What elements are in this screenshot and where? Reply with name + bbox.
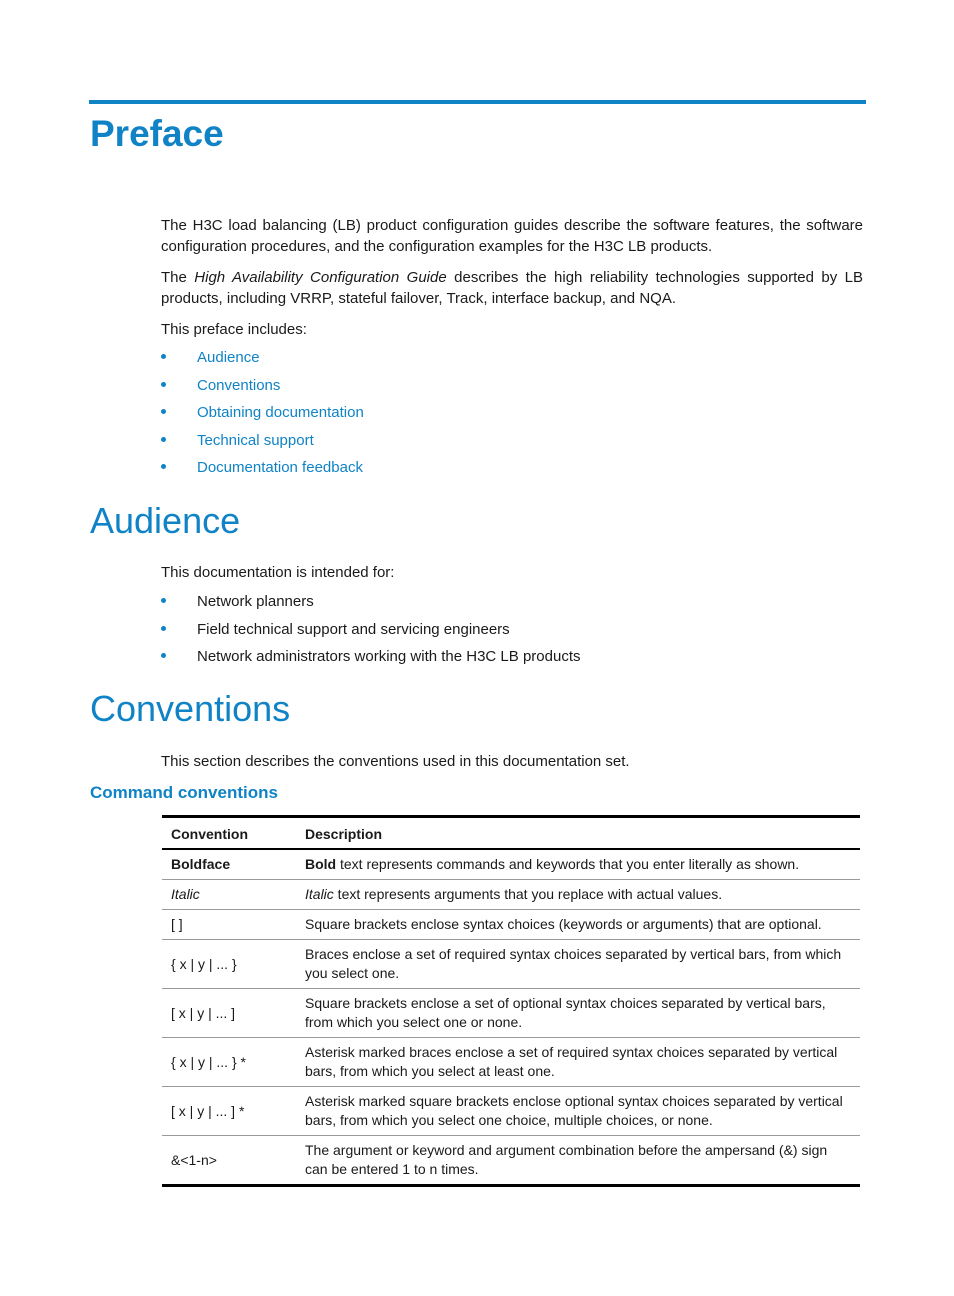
table-row (162, 1136, 860, 1186)
description-cell: Braces enclose a set of required syntax choices separated by vertical bars, from which you select one. (296, 940, 860, 989)
description-cell: Square brackets enclose syntax choices (keywords or arguments) that are optional. (296, 910, 860, 940)
link-obtaining-documentation[interactable]: Obtaining documentation (197, 404, 364, 422)
convention-cell: Boldface (162, 849, 296, 880)
intro-2-prefix: The (161, 269, 195, 286)
description-cell: The argument or keyword and argument combination before the ampersand (&) sign can be entered 1 to n times. (305, 1142, 828, 1177)
bullet-icon (161, 409, 166, 414)
description-text: text represents commands and keywords that you enter literally as shown. (336, 856, 800, 872)
table-row (162, 989, 860, 1038)
bullet-icon (161, 653, 166, 658)
list-item (161, 431, 364, 459)
preface-intro-1: The H3C load balancing (LB) product configuration guides describe the software features, the software configuration procedures, and the configuration examples for the H3C LB products. (161, 217, 863, 255)
description-cell: Asterisk marked square brackets enclose optional syntax choices separated by vertical bars, from which you select one choice, multiple choices, or none. (296, 1087, 860, 1136)
convention-cell: [ x | y | ... ] (162, 989, 296, 1038)
description-lead: Italic (305, 886, 334, 902)
convention-cell: { x | y | ... } (162, 940, 296, 989)
audience-title: Audience (90, 500, 241, 541)
table-row (162, 880, 860, 910)
command-conventions-title: Command conventions (90, 783, 278, 802)
heading-rule (89, 100, 866, 104)
audience-list (161, 592, 580, 675)
description-text: text represents arguments that you replace with actual values. (333, 886, 723, 902)
conventions-title: Conventions (90, 688, 291, 729)
description-cell: Square brackets enclose a set of optional syntax choices separated by vertical bars, from which you select one or none. (296, 989, 860, 1038)
convention-cell: [ ] (162, 910, 296, 940)
list-item (161, 647, 580, 675)
bullet-icon (161, 437, 166, 442)
convention-cell: { x | y | ... } * (162, 1038, 296, 1087)
convention-cell: &<1-n> (171, 1151, 217, 1168)
link-audience[interactable]: Audience (197, 349, 260, 366)
table-row (162, 940, 860, 989)
bullet-icon (161, 464, 166, 469)
preface-link-list (161, 348, 364, 486)
bullet-icon (161, 354, 166, 359)
list-item (161, 620, 580, 648)
audience-item: Network administrators working with the H3C LB products (197, 648, 581, 666)
preface-intro-2 (161, 267, 863, 309)
link-documentation-feedback[interactable]: Documentation feedback (197, 459, 363, 477)
guide-title: High Availability Configuration Guide (194, 269, 447, 286)
bullet-icon (161, 382, 166, 387)
audience-item: Network planners (197, 593, 314, 610)
list-item (161, 592, 580, 620)
audience-intro: This documentation is intended for: (161, 564, 395, 581)
header-convention: Convention (162, 817, 296, 850)
table-row (162, 1038, 860, 1087)
intro-2-suffix: describes the high reliability technologies supported by LB products, including VRRP, stateful failover, Track, interface backup, and NQA. (161, 269, 864, 307)
command-conventions-table (162, 815, 860, 1187)
header-description: Description (296, 817, 860, 850)
description-cell: Asterisk marked braces enclose a set of required syntax choices separated by vertical bars, from which you select at least one. (296, 1038, 860, 1087)
list-item (161, 458, 364, 486)
table-header-row (162, 817, 860, 850)
link-technical-support[interactable]: Technical support (197, 431, 314, 449)
description-cell (296, 849, 860, 880)
description-cell (296, 880, 860, 910)
preface-title: Preface (90, 113, 224, 154)
list-item (161, 403, 364, 431)
convention-cell: [ x | y | ... ] * (162, 1087, 296, 1136)
list-item (161, 376, 364, 404)
table-row (162, 849, 860, 880)
convention-cell: Italic (162, 880, 296, 910)
bullet-icon (161, 598, 166, 603)
audience-item: Field technical support and servicing engineers (197, 620, 510, 638)
link-conventions[interactable]: Conventions (197, 376, 281, 394)
bullet-icon (161, 626, 166, 631)
list-item (161, 348, 364, 376)
table-row (162, 1087, 860, 1136)
preface-includes-label: This preface includes: (161, 321, 307, 338)
conventions-intro: This section describes the conventions used in this documentation set. (161, 753, 630, 770)
description-lead: Bold (305, 856, 337, 872)
table-row (162, 910, 860, 940)
